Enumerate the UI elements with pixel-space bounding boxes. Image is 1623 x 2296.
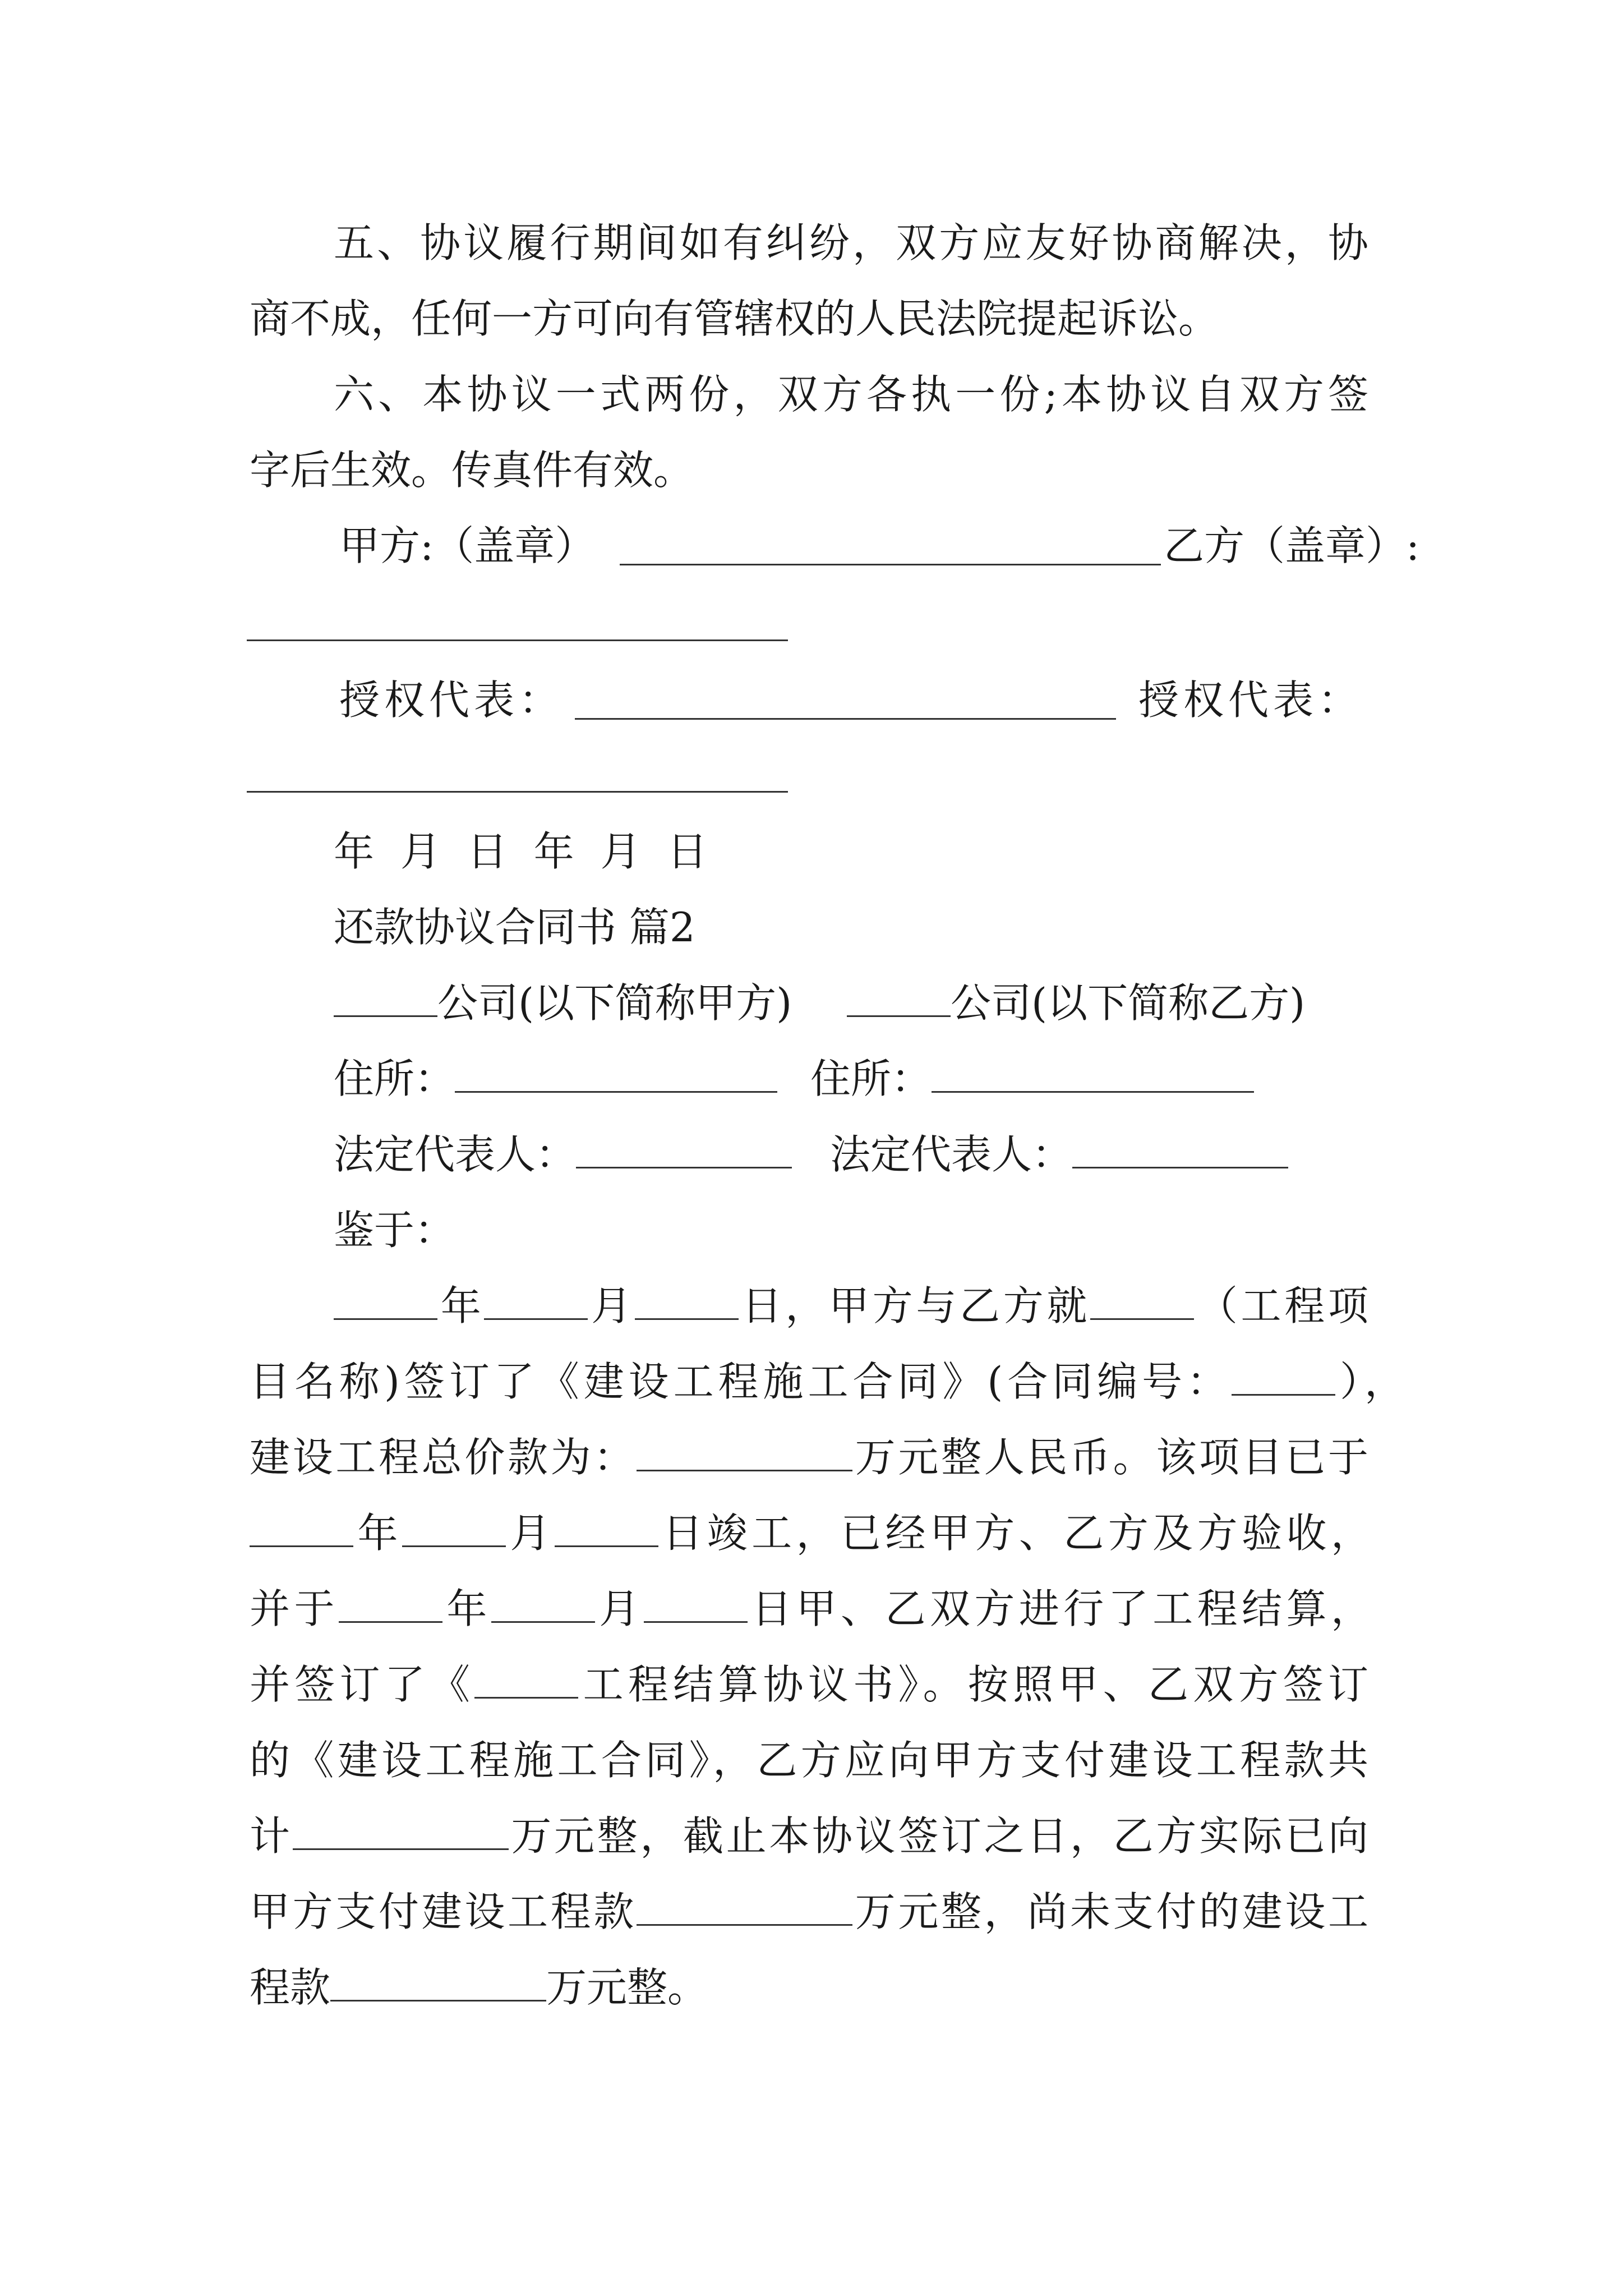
- party-a-seal-blank: [620, 564, 1161, 565]
- blank: [334, 1283, 437, 1320]
- text: 万元整人民币。该项目已于: [852, 1434, 1368, 1481]
- whereas-label: 鉴于：: [334, 1207, 455, 1254]
- party-a-seal-label: 甲方:（盖章）: [339, 522, 596, 569]
- legal-rep-b-blank: [1072, 1132, 1288, 1168]
- company-b-label: 公司(以下简称乙方): [951, 979, 1306, 1027]
- recital-line-7: 的《建设工程施工合同》，乙方应向甲方支付建设工程款共: [250, 1737, 1368, 1784]
- text: 月: [588, 1282, 635, 1329]
- party-b-seal-label: 乙方（盖章）:: [1164, 522, 1420, 569]
- party-b-seal-blank: [247, 639, 788, 641]
- legal-rep-a-line: [334, 1128, 792, 1181]
- text: 万元整，截止本协议签订之日，乙方实际已向: [508, 1812, 1368, 1860]
- recital-line-2: [250, 1355, 1405, 1409]
- clause-5-line-1: 五、协议履行期间如有纠纷，双方应友好协商解决，协: [334, 219, 1368, 266]
- blank: [339, 1586, 442, 1623]
- text: 月: [594, 1585, 644, 1632]
- text: 日竣工，已经甲方、乙方及方验收，: [658, 1510, 1371, 1557]
- text: 日，甲方与乙方就: [738, 1282, 1091, 1329]
- text: 程款: [250, 1964, 331, 2011]
- address-b-blank: [932, 1056, 1254, 1093]
- blank: [491, 1586, 595, 1623]
- blank: [555, 1511, 658, 1547]
- recital-line-8: [250, 1809, 1368, 1863]
- company-a-line: [334, 976, 792, 1030]
- blank: [250, 1511, 353, 1547]
- total-price-blank: [637, 1435, 852, 1471]
- text: 万元整。: [546, 1964, 708, 2011]
- party-a-auth-rep-blank: [575, 718, 1116, 720]
- legal-rep-a-blank: [576, 1132, 792, 1168]
- clause-6-line-2: 字后生效。传真件有效。: [250, 447, 694, 494]
- legal-rep-a-label: 法定代表人：: [334, 1131, 577, 1178]
- section-title: 还款协议合同书 篇2: [334, 904, 695, 951]
- company-b-line: [847, 976, 1305, 1030]
- recital-line-9: [250, 1885, 1368, 1939]
- settlement-name-blank: [474, 1662, 578, 1699]
- text: 计: [250, 1812, 293, 1860]
- address-b-line: [810, 1052, 1254, 1106]
- text: 月: [505, 1510, 555, 1557]
- address-a-blank: [455, 1056, 777, 1093]
- recital-line-1: [334, 1279, 1368, 1333]
- company-a-blank: [334, 981, 437, 1017]
- recital-line-6: [250, 1658, 1368, 1711]
- contract-number-blank: [1232, 1359, 1335, 1396]
- recital-line-5: [250, 1582, 1371, 1636]
- blank: [644, 1586, 748, 1623]
- text: 并于: [250, 1585, 339, 1632]
- address-a-label: 住所：: [334, 1055, 455, 1102]
- text: 日甲、乙双方进行了工程结算，: [747, 1585, 1371, 1632]
- blank: [635, 1283, 739, 1320]
- company-b-blank: [847, 981, 951, 1017]
- clause-5-line-2: 商不成，任何一方可向有管辖权的人民法院提起诉讼。: [250, 295, 1219, 342]
- recital-line-4: [250, 1506, 1371, 1560]
- blank: [484, 1283, 588, 1320]
- text: 年: [442, 1585, 491, 1632]
- address-a-line: [334, 1052, 777, 1106]
- text: 甲方支付建设工程款: [250, 1888, 637, 1935]
- paid-amount-blank: [637, 1889, 852, 1926]
- blank: [1090, 1283, 1194, 1320]
- legal-rep-b-label: 法定代表人：: [830, 1131, 1073, 1178]
- text: 万元整，尚未支付的建设工: [852, 1888, 1368, 1935]
- address-b-label: 住所：: [810, 1055, 932, 1102]
- recital-line-3: [250, 1430, 1368, 1484]
- text: 工程结算协议书》。按照甲、乙双方签订: [578, 1661, 1368, 1708]
- text: ），: [1335, 1358, 1405, 1405]
- clause-6-line-1: 六、本协议一式两份，双方各执一份;本协议自双方签: [334, 371, 1368, 418]
- unpaid-amount-blank: [330, 1965, 546, 2001]
- text: 年: [437, 1282, 485, 1329]
- total-payable-blank: [293, 1814, 509, 1850]
- company-a-label: 公司(以下简称甲方): [437, 979, 792, 1027]
- party-b-auth-rep-blank: [247, 791, 788, 793]
- text: 并签订了《: [250, 1661, 475, 1708]
- blank: [402, 1511, 506, 1547]
- party-b-auth-rep-label: 授权代表：: [1138, 677, 1363, 724]
- date-line: 年 月 日 年 月 日: [334, 828, 708, 875]
- legal-rep-b-line: [830, 1128, 1288, 1181]
- text: 目名称)签订了《建设工程施工合同》(合同编号：: [250, 1358, 1232, 1405]
- party-a-auth-rep-label: 授权代表：: [339, 677, 564, 724]
- recital-line-10: [250, 1961, 708, 2014]
- text: 年: [353, 1510, 402, 1557]
- text: （工程项: [1194, 1282, 1368, 1329]
- text: 建设工程总价款为：: [250, 1434, 637, 1481]
